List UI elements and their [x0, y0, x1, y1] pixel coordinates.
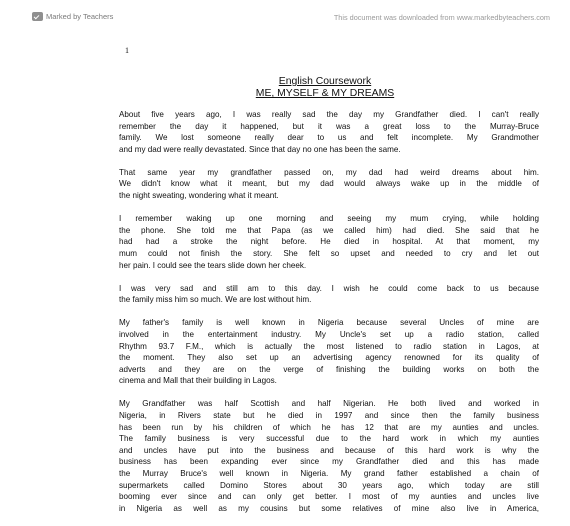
text-line: About five years ago, I was really sad the day my Grandfather died. I can't really [119, 110, 539, 119]
brand-name: Marked by Teachers [46, 12, 114, 21]
text-line: in Nigeria as well as my cousins but some relatives of mine also live in America, [119, 503, 539, 513]
paragraph [119, 398, 539, 514]
text-line: adverts and they are on the verge of finishing the building works on both the [119, 364, 539, 374]
text-line: the Murray Bruce's well known in Nigeria. My grand father established a chain of [119, 468, 539, 478]
paragraph [119, 283, 539, 306]
text-line: I remember waking up one morning and seeing my mum crying, while holding [119, 214, 539, 224]
document-subtitle: ME, MYSELF & MY DREAMS [255, 88, 395, 99]
download-notice: This document was downloaded from www.markedbyteachers.com [333, 13, 550, 22]
text-line: business has been expanding ever since my Grandfather died and this has made [119, 457, 539, 467]
paragraph [119, 317, 539, 387]
paragraph [119, 213, 539, 271]
text-line: booming ever since and can only get better. I most of my aunties and uncles live [119, 492, 539, 502]
text-line: mum could not finish the story. She felt so upset and needed to cry and let out [119, 248, 539, 258]
text-line: My Grandfather was half Scottish and half Nigerian. He both lived and worked in [119, 399, 539, 409]
text-line: cinema and Mall that their building in Lagos. [119, 376, 277, 386]
page-number: 1 [125, 46, 129, 55]
text-line: the family miss him so much. We are lost without him. [119, 295, 312, 305]
text-line: Nigeria, in Rivers state but he died in 1997 and since then the family business [119, 410, 539, 420]
text-line: The family business is very successful due to the hard work in which my aunties [119, 434, 539, 444]
paragraph [119, 109, 539, 155]
text-line: has been run by his children of which he has 12 that are my aunties and uncles. [119, 422, 539, 432]
text-line: That same year my grandfather passed on, my dad had weird dreams about him. [119, 167, 539, 177]
text-line: family. We lost someone really dear to us and felt incomplete. My Grandmother [119, 133, 539, 143]
text-line: My father's family is well known in Nigeria because several Uncles of mine are [119, 318, 539, 328]
checkmark-icon [32, 12, 43, 21]
text-line: the moment. They also set up an advertising agency renowned for its quality of [119, 353, 539, 363]
text-line: the night sweating, wondering what it meant. [119, 191, 279, 201]
text-line: the phone. She told me that Papa (as we called him) had died. She said that he [119, 225, 539, 235]
text-line: and uncles have put into the business and because of this hard work is why the [119, 445, 539, 455]
text-line: her pain. I could see the tears slide down her cheek. [119, 260, 307, 270]
text-line: and my dad were really devastated. Since that day no one has been the same. [119, 144, 401, 154]
text-line: I was very sad and still am to this day. I wish he could come back to us because [119, 283, 539, 293]
text-line: remember the day it happened, but it was a great loss to the Murray-Bruce [119, 121, 539, 131]
download-header [0, 0, 570, 30]
brand-logo[interactable] [32, 12, 113, 21]
document-body [119, 109, 539, 526]
text-line: had had a stroke the night before. He died in hospital. At that moment, my [119, 237, 539, 247]
text-line: Rhythm 93.7 F.M., which is actually the most listened to radio station in Lagos, at [119, 341, 539, 351]
text-line: involved in the entertainment industry. My Uncle's set up a radio station, called [119, 329, 539, 339]
text-line: supermarkets called Domino Stores about 30 years ago, which today are still [119, 480, 539, 490]
document-title: English Coursework [278, 76, 372, 87]
document-titles [0, 76, 570, 100]
text-line: We didn't know what it meant, but my dad would always wake up in the middle of [119, 179, 539, 189]
paragraph [119, 167, 539, 202]
